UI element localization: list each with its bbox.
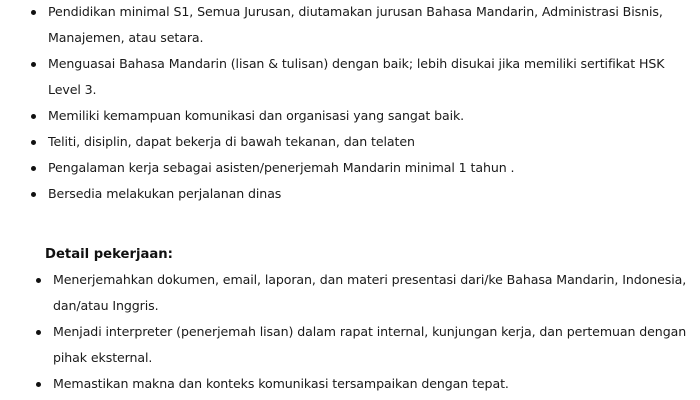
- list-item: Bersedia melakukan perjalanan dinas: [48, 181, 688, 207]
- list-item: Menerjemahkan dokumen, email, laporan, dan materi presentasi dari/ke Bahasa Mandarin, Indonesia, dan/atau Inggris.: [53, 267, 693, 319]
- list-item: Memastikan makna dan konteks komunikasi tersampaikan dengan tepat.: [53, 371, 693, 397]
- job-details-list: [53, 267, 693, 397]
- list-item: Menjadi interpreter (penerjemah lisan) dalam rapat internal, kunjungan kerja, dan pertemuan dengan pihak eksternal.: [53, 319, 693, 371]
- job-details-heading: Detail pekerjaan:: [45, 247, 173, 262]
- list-item: Pengalaman kerja sebagai asisten/penerjemah Mandarin minimal 1 tahun .: [48, 155, 688, 181]
- list-item: Teliti, disiplin, dapat bekerja di bawah tekanan, dan telaten: [48, 129, 688, 155]
- requirements-list: [48, 0, 688, 207]
- list-item: Memiliki kemampuan komunikasi dan organisasi yang sangat baik.: [48, 103, 688, 129]
- list-item: Pendidikan minimal S1, Semua Jurusan, diutamakan jurusan Bahasa Mandarin, Administrasi Bisnis, Manajemen, atau setara.: [48, 0, 688, 51]
- list-item: Menguasai Bahasa Mandarin (lisan & tulisan) dengan baik; lebih disukai jika memiliki sertifikat HSK Level 3.: [48, 51, 688, 103]
